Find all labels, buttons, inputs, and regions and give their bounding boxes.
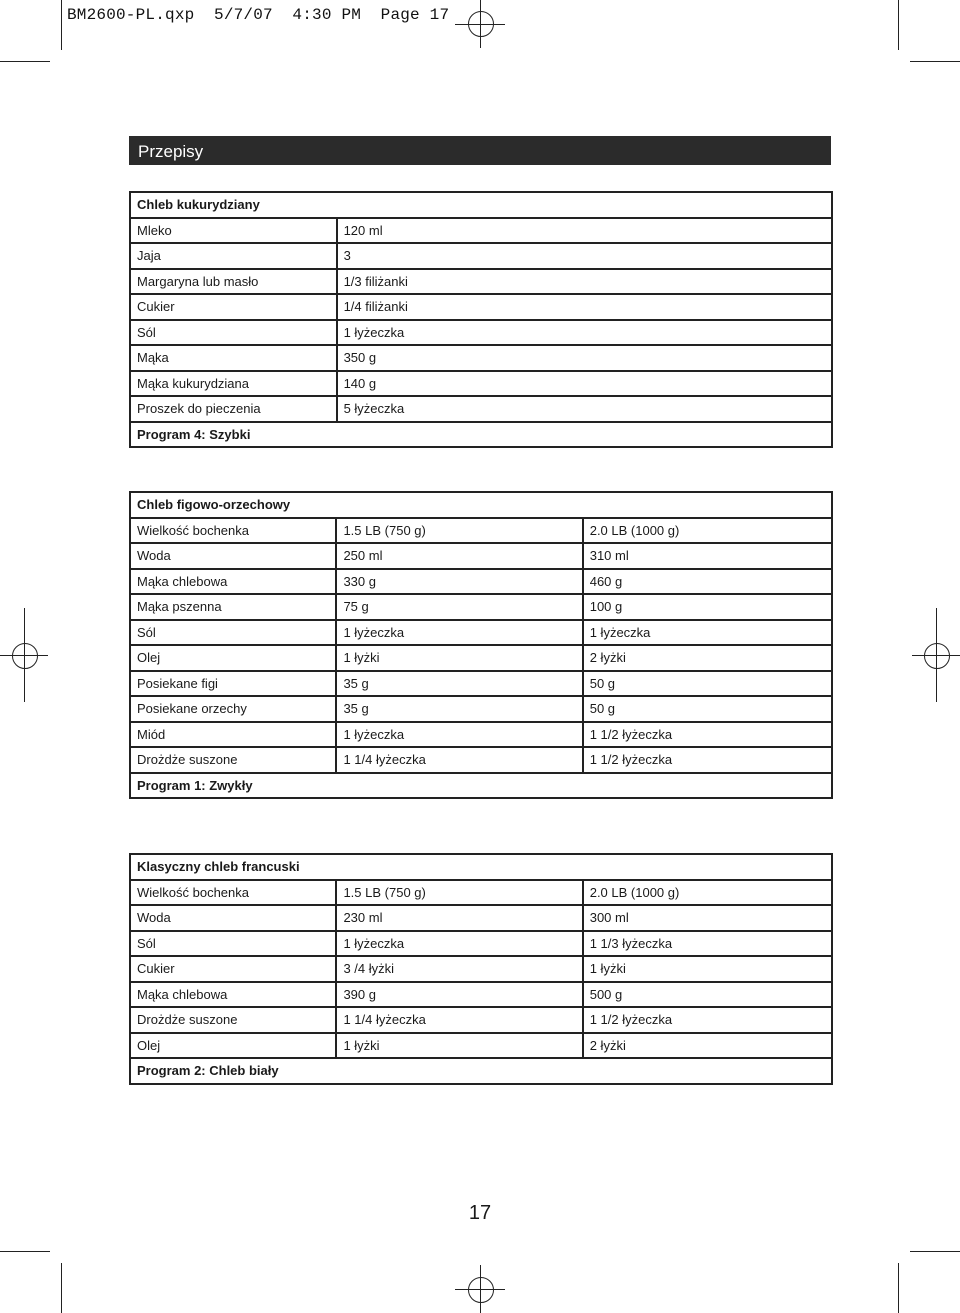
section-title: Przepisy: [138, 142, 204, 161]
table-row: [130, 294, 832, 320]
section-title-bar: [129, 136, 831, 165]
recipe-title: Chleb figowo-orzechowy: [130, 492, 832, 518]
table-row: [130, 1033, 832, 1059]
ingredient-name: Cukier: [130, 294, 337, 320]
ingredient-name: Posiekane figi: [130, 671, 336, 697]
table-row: [130, 722, 832, 748]
amount-large-loaf: 1 łyżeczka: [583, 620, 832, 646]
table-row: [130, 1007, 832, 1033]
recipe-title: Klasyczny chleb francuski: [130, 854, 832, 880]
table-row: [130, 620, 832, 646]
amount-large-loaf: 1 1/2 łyżeczka: [583, 747, 832, 773]
amount-small-loaf: 1 1/4 łyżeczka: [336, 747, 582, 773]
table-row: [130, 747, 832, 773]
amount-small-loaf: 1.5 LB (750 g): [336, 518, 582, 544]
table-row: [130, 931, 832, 957]
recipe-table-3: [129, 853, 833, 1085]
amount-small-loaf: 1 łyżeczka: [336, 931, 582, 957]
table-row: [130, 269, 832, 295]
table-row: [130, 218, 832, 244]
table-row: [130, 569, 832, 595]
registration-mark-left: [0, 608, 48, 702]
ingredient-name: Cukier: [130, 956, 336, 982]
ingredient-name: Woda: [130, 543, 336, 569]
amount-large-loaf: 310 ml: [583, 543, 832, 569]
ingredient-name: Drożdże suszone: [130, 747, 336, 773]
table-row: [130, 905, 832, 931]
table-row: [130, 396, 832, 422]
ingredient-name: Wielkość bochenka: [130, 880, 336, 906]
print-slug: BM2600-PL.qxp 5/7/07 4:30 PM Page 17: [67, 6, 450, 24]
recipe-title: Chleb kukurydziany: [130, 192, 832, 218]
ingredient-name: Mąka pszenna: [130, 594, 336, 620]
amount-large-loaf: 1 łyżki: [583, 956, 832, 982]
recipe-title-row: [130, 854, 832, 880]
table-row: [130, 518, 832, 544]
program-row: [130, 773, 832, 799]
ingredient-name: Woda: [130, 905, 336, 931]
amount-small-loaf: 1.5 LB (750 g): [336, 880, 582, 906]
amount-large-loaf: 1 1/2 łyżeczka: [583, 722, 832, 748]
amount-small-loaf: 1 łyżki: [336, 645, 582, 671]
ingredient-name: Mąka chlebowa: [130, 982, 336, 1008]
ingredient-name: Wielkość bochenka: [130, 518, 336, 544]
table-row: [130, 880, 832, 906]
ingredient-name: Miód: [130, 722, 336, 748]
program-row: [130, 1058, 832, 1084]
ingredient-name: Posiekane orzechy: [130, 696, 336, 722]
amount-small-loaf: 3 /4 łyżki: [336, 956, 582, 982]
amount-small-loaf: 35 g: [336, 696, 582, 722]
amount-large-loaf: 500 g: [583, 982, 832, 1008]
amount-large-loaf: 300 ml: [583, 905, 832, 931]
ingredient-name: Margaryna lub masło: [130, 269, 337, 295]
amount-large-loaf: 460 g: [583, 569, 832, 595]
recipe-title-row: [130, 492, 832, 518]
amount-small-loaf: 330 g: [336, 569, 582, 595]
table-row: [130, 671, 832, 697]
ingredient-name: Sól: [130, 931, 336, 957]
table-row: [130, 645, 832, 671]
amount-large-loaf: 2 łyżki: [583, 1033, 832, 1059]
amount-small-loaf: 250 ml: [336, 543, 582, 569]
table-row: [130, 696, 832, 722]
ingredient-amount: 1/4 filiżanki: [337, 294, 832, 320]
table-row: [130, 345, 832, 371]
ingredient-amount: 1/3 filiżanki: [337, 269, 832, 295]
ingredient-amount: 5 łyżeczka: [337, 396, 832, 422]
program-label: Program 2: Chleb biały: [130, 1058, 832, 1084]
registration-mark-top: [455, 0, 505, 48]
ingredient-name: Drożdże suszone: [130, 1007, 336, 1033]
amount-small-loaf: 1 1/4 łyżeczka: [336, 1007, 582, 1033]
ingredient-name: Proszek do pieczenia: [130, 396, 337, 422]
amount-small-loaf: 390 g: [336, 982, 582, 1008]
recipe-table-1: [129, 191, 833, 448]
amount-small-loaf: 230 ml: [336, 905, 582, 931]
amount-small-loaf: 35 g: [336, 671, 582, 697]
table-row: [130, 543, 832, 569]
amount-small-loaf: 75 g: [336, 594, 582, 620]
amount-large-loaf: 2.0 LB (1000 g): [583, 518, 832, 544]
ingredient-amount: 3: [337, 243, 832, 269]
ingredient-name: Jaja: [130, 243, 337, 269]
amount-small-loaf: 1 łyżki: [336, 1033, 582, 1059]
ingredient-name: Mąka: [130, 345, 337, 371]
ingredient-name: Olej: [130, 645, 336, 671]
amount-large-loaf: 50 g: [583, 671, 832, 697]
ingredient-amount: 1 łyżeczka: [337, 320, 832, 346]
amount-small-loaf: 1 łyżeczka: [336, 722, 582, 748]
amount-large-loaf: 50 g: [583, 696, 832, 722]
ingredient-amount: 350 g: [337, 345, 832, 371]
ingredient-name: Sól: [130, 320, 337, 346]
recipe-table-2: [129, 491, 833, 799]
registration-mark-bottom: [455, 1265, 505, 1313]
table-row: [130, 594, 832, 620]
program-label: Program 1: Zwykły: [130, 773, 832, 799]
ingredient-name: Olej: [130, 1033, 336, 1059]
amount-small-loaf: 1 łyżeczka: [336, 620, 582, 646]
amount-large-loaf: 1 1/2 łyżeczka: [583, 1007, 832, 1033]
program-label: Program 4: Szybki: [130, 422, 832, 448]
amount-large-loaf: 2.0 LB (1000 g): [583, 880, 832, 906]
table-row: [130, 243, 832, 269]
ingredient-name: Sól: [130, 620, 336, 646]
program-row: [130, 422, 832, 448]
page-number: 17: [468, 1202, 492, 1224]
ingredient-amount: 140 g: [337, 371, 832, 397]
registration-mark-right: [912, 608, 960, 702]
table-row: [130, 982, 832, 1008]
amount-large-loaf: 1 1/3 łyżeczka: [583, 931, 832, 957]
ingredient-name: Mąka kukurydziana: [130, 371, 337, 397]
ingredient-amount: 120 ml: [337, 218, 832, 244]
recipe-title-row: [130, 192, 832, 218]
table-row: [130, 956, 832, 982]
ingredient-name: Mąka chlebowa: [130, 569, 336, 595]
table-row: [130, 320, 832, 346]
amount-large-loaf: 2 łyżki: [583, 645, 832, 671]
ingredient-name: Mleko: [130, 218, 337, 244]
table-row: [130, 371, 832, 397]
amount-large-loaf: 100 g: [583, 594, 832, 620]
